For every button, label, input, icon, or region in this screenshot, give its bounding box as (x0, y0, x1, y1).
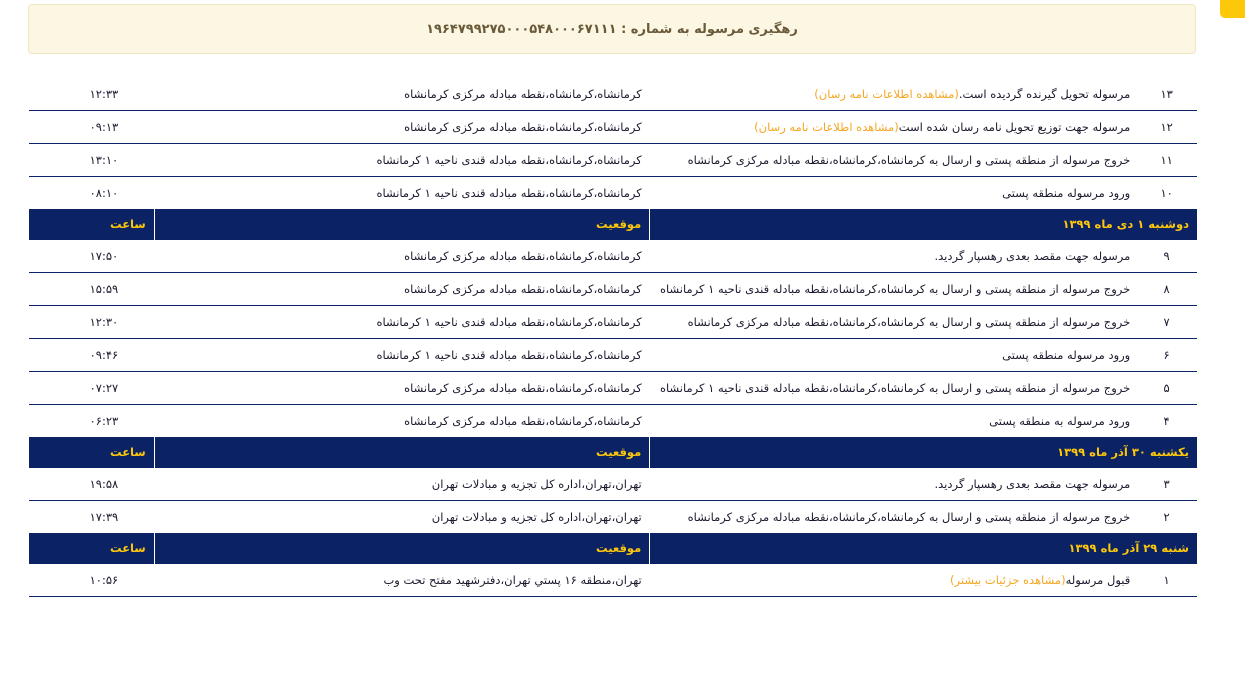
date-header-row (29, 533, 1198, 564)
date-header: یکشنبه ۳۰ آذر ماه ۱۳۹۹ (650, 437, 1197, 468)
table-row (29, 468, 1198, 501)
location: کرمانشاه،کرمانشاه،نقطه مبادله قندی ناحیه ۱ کرمانشاه (376, 186, 642, 200)
table-row (29, 177, 1198, 210)
location: کرمانشاه،کرمانشاه،نقطه مبادله قندی ناحیه ۱ کرمانشاه (154, 339, 650, 372)
time: ۱۷:۵۰ (29, 240, 155, 273)
time: ۱۳:۱۰ (29, 144, 155, 177)
location: کرمانشاه،کرمانشاه،نقطه مبادله قندی ناحیه ۱ کرمانشاه (154, 306, 650, 339)
status-text: مرسوله جهت توزیع تحویل نامه رسان شده است (898, 120, 1131, 134)
table-row (29, 501, 1198, 534)
status-description (650, 468, 1138, 501)
location-header: موقعیت (154, 533, 650, 564)
location: کرمانشاه،کرمانشاه،نقطه مبادله قندی ناحیه ۱ کرمانشاه (154, 144, 650, 177)
time: ۰۹:۴۶ (29, 339, 155, 372)
location: تهران،تهران،اداره کل تجزیه و مبادلات تهران (431, 510, 642, 524)
status-description (650, 372, 1138, 405)
status-description (650, 339, 1138, 372)
row-number: ۸ (1138, 273, 1197, 306)
status-description (650, 306, 1138, 339)
time: ۰۸:۱۰ (89, 186, 119, 200)
status-description (650, 111, 1138, 144)
time-header: ساعت (29, 533, 155, 564)
status-text: قبول مرسوله (1065, 573, 1131, 587)
row-number: ۵ (1138, 372, 1197, 405)
status-text: خروج مرسوله از منطقه پستی و ارسال به کرمانشاه،کرمانشاه،نقطه مبادله مرکزی کرمانشاه (687, 315, 1131, 329)
time: ۰۶:۲۳ (89, 414, 119, 428)
status-text: خروج مرسوله از منطقه پستی و ارسال به کرمانشاه،کرمانشاه،نقطه مبادله مرکزی کرمانشاه (687, 510, 1131, 524)
time: ۱۷:۳۹ (89, 510, 119, 524)
time: ۰۷:۲۷ (29, 372, 155, 405)
location: کرمانشاه،کرمانشاه،نقطه مبادله مرکزی کرمانشاه (154, 78, 650, 111)
page-title: رهگیری مرسوله به شماره : ۱۹۶۴۷۹۹۲۷۵۰۰۰۵۴۸۰۰۰۶۷۱۱۱ (426, 21, 798, 37)
status-text: خروج مرسوله از منطقه پستی و ارسال به کرمانشاه،کرمانشاه،نقطه مبادله مرکزی کرمانشاه (687, 153, 1131, 167)
status-description (650, 240, 1138, 273)
date-header: شنبه ۲۹ آذر ماه ۱۳۹۹ (650, 533, 1197, 564)
status-description (650, 564, 1138, 597)
location: کرمانشاه،کرمانشاه،نقطه مبادله مرکزی کرمانشاه (154, 273, 650, 306)
status-text: مرسوله تحویل گیرنده گردیده است. (958, 87, 1131, 101)
row-number: ۱۳ (1138, 78, 1197, 111)
status-text: مرسوله جهت مقصد بعدی رهسپار گردید. (934, 249, 1131, 263)
details-link[interactable]: (مشاهده اطلاعات نامه رسان) (754, 120, 899, 134)
status-description (650, 405, 1138, 438)
status-description (650, 177, 1138, 210)
date-header: دوشنبه ۱ دی ماه ۱۳۹۹ (650, 209, 1197, 240)
tracking-title-box (28, 4, 1196, 54)
status-text: مرسوله جهت مقصد بعدی رهسپار گردید. (934, 477, 1131, 491)
row-number: ۳ (1138, 468, 1197, 501)
table-row (29, 273, 1198, 306)
corner-badge (1220, 0, 1245, 18)
time: ۱۲:۳۳ (29, 78, 155, 111)
details-link[interactable]: (مشاهده اطلاعات نامه رسان) (814, 87, 959, 101)
status-description (650, 501, 1138, 534)
status-text: ورود مرسوله منطقه پستی (1002, 348, 1131, 362)
status-text: خروج مرسوله از منطقه پستی و ارسال به کرمانشاه،کرمانشاه،نقطه مبادله قندی ناحیه ۱ کرمانشاه (660, 282, 1131, 296)
location: کرمانشاه،کرمانشاه،نقطه مبادله مرکزی کرمانشاه (154, 372, 650, 405)
location: تهران،تهران،اداره کل تجزیه و مبادلات تهران (154, 468, 650, 501)
table-row (29, 144, 1198, 177)
time: ۱۰:۵۶ (29, 564, 155, 597)
table-row (29, 111, 1198, 144)
table-row (29, 78, 1198, 111)
time-header: ساعت (29, 437, 155, 468)
time: ۱۲:۳۰ (29, 306, 155, 339)
time: ۱۵:۵۹ (29, 273, 155, 306)
row-number: ۷ (1138, 306, 1197, 339)
table-row (29, 405, 1198, 438)
row-number: ۱۰ (1160, 186, 1173, 200)
table-row (29, 339, 1198, 372)
table-row (29, 372, 1198, 405)
row-number: ۹ (1138, 240, 1197, 273)
location: کرمانشاه،کرمانشاه،نقطه مبادله مرکزی کرمانشاه (154, 111, 650, 144)
tracking-table (28, 78, 1197, 597)
status-description (650, 78, 1138, 111)
location: کرمانشاه،کرمانشاه،نقطه مبادله مرکزی کرمانشاه (154, 240, 650, 273)
row-number: ۱۱ (1138, 144, 1197, 177)
time-header: ساعت (29, 209, 155, 240)
location-header: موقعیت (154, 209, 650, 240)
table-row (29, 306, 1198, 339)
time: ۰۹:۱۳ (29, 111, 155, 144)
status-description (650, 273, 1138, 306)
date-header-row (29, 209, 1198, 240)
time: ۱۹:۵۸ (29, 468, 155, 501)
date-header-row (29, 437, 1198, 468)
status-text: ورود مرسوله منطقه پستی (1002, 186, 1131, 200)
row-number: ۲ (1163, 510, 1170, 524)
table-row (29, 240, 1198, 273)
row-number: ۱ (1138, 564, 1197, 597)
row-number: ۱۲ (1138, 111, 1197, 144)
status-text: ورود مرسوله به منطقه پستی (989, 414, 1131, 428)
location: تهران،منطقه ۱۶ پستي تهران،دفترشهید مفتح تحت وب (154, 564, 650, 597)
location-header: موقعیت (154, 437, 650, 468)
details-link[interactable]: (مشاهده جزئیات بیشتر) (950, 573, 1066, 587)
status-description (650, 144, 1138, 177)
row-number: ۶ (1138, 339, 1197, 372)
table-row (29, 564, 1198, 597)
row-number: ۴ (1163, 414, 1170, 428)
status-text: خروج مرسوله از منطقه پستی و ارسال به کرمانشاه،کرمانشاه،نقطه مبادله قندی ناحیه ۱ کرمانشاه (660, 381, 1131, 395)
location: کرمانشاه،کرمانشاه،نقطه مبادله مرکزی کرمانشاه (404, 414, 642, 428)
